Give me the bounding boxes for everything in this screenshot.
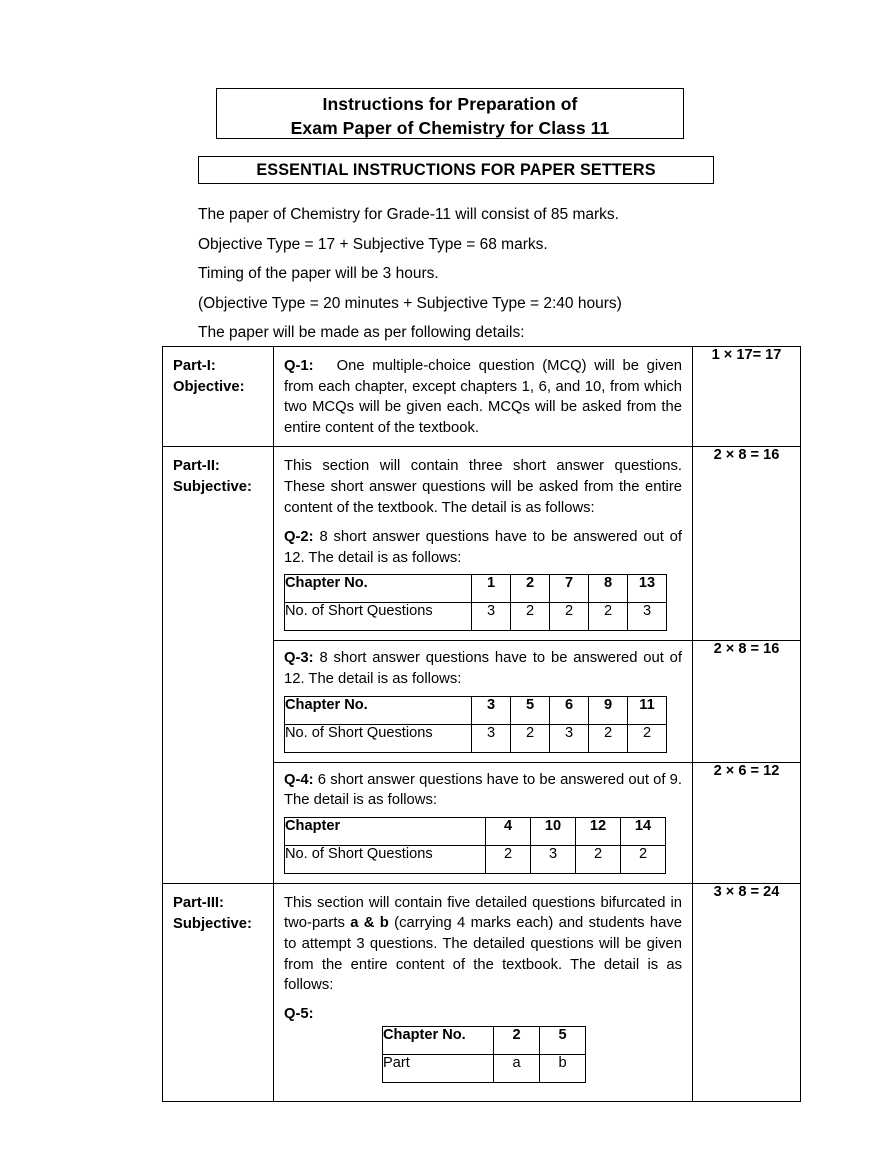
- part-1-label-line-1: Part-I:: [173, 358, 216, 374]
- q4-chapter-header-row: [285, 817, 666, 845]
- intro-line-timing: Timing of the paper will be 3 hours.: [198, 265, 439, 282]
- q5-chapter-header-label: Chapter No.: [383, 1026, 494, 1054]
- q5-chapter-1: 5: [540, 1026, 586, 1054]
- q4-label: Q-4:: [284, 771, 314, 788]
- q3-count-1: 2: [511, 724, 550, 752]
- q3-count-0: 3: [472, 724, 511, 752]
- essential-instructions-heading: ESSENTIAL INSTRUCTIONS FOR PAPER SETTERS: [256, 160, 656, 179]
- part-3-description-text-a: This section will contain five detailed questions bifurcated in two-parts: [284, 894, 682, 932]
- q2-chapter-header-row: [285, 575, 667, 603]
- q3-label: Q-3:: [284, 650, 314, 667]
- q3-chapter-header-row: [285, 696, 667, 724]
- q3-count-3: 2: [589, 724, 628, 752]
- intro-paragraph-block: [198, 200, 798, 348]
- q2-chapter-table: [284, 574, 667, 631]
- q2-count-0: 3: [472, 603, 511, 631]
- intro-line-details-lead: The paper will be made as per following details:: [198, 324, 525, 341]
- q2-chapter-2: 7: [550, 575, 589, 603]
- part-1-description-text: One multiple-choice question (MCQ) will be given from each chapter, except chapters 1, 6, and 10, from which two MCQs will be given each. MCQs will be asked from the entire content of the textbook.: [284, 358, 682, 436]
- part-3-description-text-b: (carrying 4 marks each) and students have to attempt 3 questions. The detailed questions will be given from the entire content of the textbook. The detail is as follows:: [284, 915, 682, 994]
- q3-description-text: 8 short answer questions have to be answered out of 12. The detail is as follows:: [284, 650, 682, 687]
- q5-part-0: a: [494, 1054, 540, 1082]
- q4-chapter-2: 12: [576, 817, 621, 845]
- table-row-part-1: [163, 347, 801, 447]
- q5-label: Q-5:: [284, 1005, 314, 1022]
- part-2-label-cell: [163, 447, 274, 883]
- q4-chapter-header-label: Chapter: [285, 817, 486, 845]
- q2-count-2: 2: [550, 603, 589, 631]
- part-3-marks-cell: 3 × 8 = 24: [693, 883, 801, 1101]
- q2-count-4: 3: [628, 603, 667, 631]
- q2-count-row: [285, 603, 667, 631]
- part-1-label-cell: [163, 347, 274, 447]
- part-1-label-line-2: Objective:: [173, 379, 245, 395]
- part-3-description-bold: a & b: [350, 915, 389, 932]
- part-3-label-line-1: Part-III:: [173, 894, 224, 911]
- q2-chapter-header-label: Chapter No.: [285, 575, 472, 603]
- q2-label: Q-2:: [284, 529, 314, 546]
- q3-count-4: 2: [628, 724, 667, 752]
- q3-count-row-label: No. of Short Questions: [285, 724, 472, 752]
- part-1-body-cell: [274, 347, 693, 447]
- q4-marks-cell: 2 × 6 = 12: [693, 762, 801, 883]
- q2-count-1: 2: [511, 603, 550, 631]
- part-1-question-label: Q-1:: [284, 358, 314, 374]
- q2-description-text: 8 short answer questions have to be answered out of 12. The detail is as follows:: [284, 529, 682, 566]
- part-3-description: [274, 884, 692, 998]
- q2-count-row-label: No. of Short Questions: [285, 603, 472, 631]
- document-title-box: [216, 88, 684, 139]
- q5-part-1: b: [540, 1054, 586, 1082]
- q4-description: [274, 763, 692, 813]
- paper-structure-table: [162, 346, 801, 1102]
- q5-part-row-label: Part: [383, 1054, 494, 1082]
- q3-count-row: [285, 724, 667, 752]
- q4-count-0: 2: [486, 845, 531, 873]
- q3-marks-cell: 2 × 8 = 16: [693, 641, 801, 762]
- q3-chapter-table: [284, 696, 667, 753]
- q3-chapter-0: 3: [472, 696, 511, 724]
- part-3-label-line-2: Subjective:: [173, 915, 252, 932]
- q4-chapter-table: [284, 817, 666, 874]
- document-title-line-2: Exam Paper of Chemistry for Class 11: [290, 118, 610, 138]
- part-2-label-line-2: Subjective:: [173, 479, 252, 496]
- q4-count-3: 2: [621, 845, 666, 873]
- intro-line-marks-total: The paper of Chemistry for Grade-11 will consist of 85 marks.: [198, 206, 619, 223]
- q4-count-row: [285, 845, 666, 873]
- q5-chapter-table: [382, 1026, 586, 1083]
- part-2-q3-body-cell: [274, 641, 693, 762]
- intro-line-type-split: Objective Type = 17 + Subjective Type = 68 marks.: [198, 235, 548, 253]
- document-title-line-1: Instructions for Preparation of: [322, 94, 578, 114]
- table-row-part-3: [163, 883, 801, 1101]
- part-3-label-cell: [163, 883, 274, 1101]
- table-row-part-2-q2: [163, 447, 801, 641]
- q2-chapter-4: 13: [628, 575, 667, 603]
- q2-description: [274, 520, 692, 570]
- q3-chapter-2: 6: [550, 696, 589, 724]
- q3-chapter-4: 11: [628, 696, 667, 724]
- q2-marks-cell: 2 × 8 = 16: [693, 447, 801, 641]
- q5-part-row: [383, 1054, 586, 1082]
- part-1-description: [274, 347, 692, 440]
- part-2-intro-description: This section will contain three short answer questions. These short answer questions will be asked from the entire content of the textbook. The detail is as follows:: [284, 458, 682, 516]
- part-2-q4-body-cell: [274, 762, 693, 883]
- part-2-q2-body-cell: [274, 447, 693, 641]
- q3-description: [274, 641, 692, 691]
- essential-instructions-box: [198, 156, 714, 184]
- q5-chapter-0: 2: [494, 1026, 540, 1054]
- q2-count-3: 2: [589, 603, 628, 631]
- q3-count-2: 3: [550, 724, 589, 752]
- q4-description-text: 6 short answer questions have to be answered out of 9. The detail is as follows:: [284, 771, 682, 809]
- q5-chapter-header-row: [383, 1026, 586, 1054]
- q2-chapter-3: 8: [589, 575, 628, 603]
- q2-chapter-1: 2: [511, 575, 550, 603]
- q2-chapter-0: 1: [472, 575, 511, 603]
- part-2-label-line-1: Part-II:: [173, 458, 220, 475]
- q3-chapter-1: 5: [511, 696, 550, 724]
- q4-count-1: 3: [531, 845, 576, 873]
- q3-chapter-3: 9: [589, 696, 628, 724]
- q3-chapter-header-label: Chapter No.: [285, 696, 472, 724]
- q4-chapter-0: 4: [486, 817, 531, 845]
- part-3-body-cell: [274, 883, 693, 1101]
- part-1-marks-cell: 1 × 17= 17: [693, 347, 801, 447]
- q4-chapter-3: 14: [621, 817, 666, 845]
- q4-count-2: 2: [576, 845, 621, 873]
- q4-chapter-1: 10: [531, 817, 576, 845]
- q4-count-row-label: No. of Short Questions: [285, 845, 486, 873]
- intro-line-timing-split: (Objective Type = 20 minutes + Subjective Type = 2:40 hours): [198, 294, 622, 312]
